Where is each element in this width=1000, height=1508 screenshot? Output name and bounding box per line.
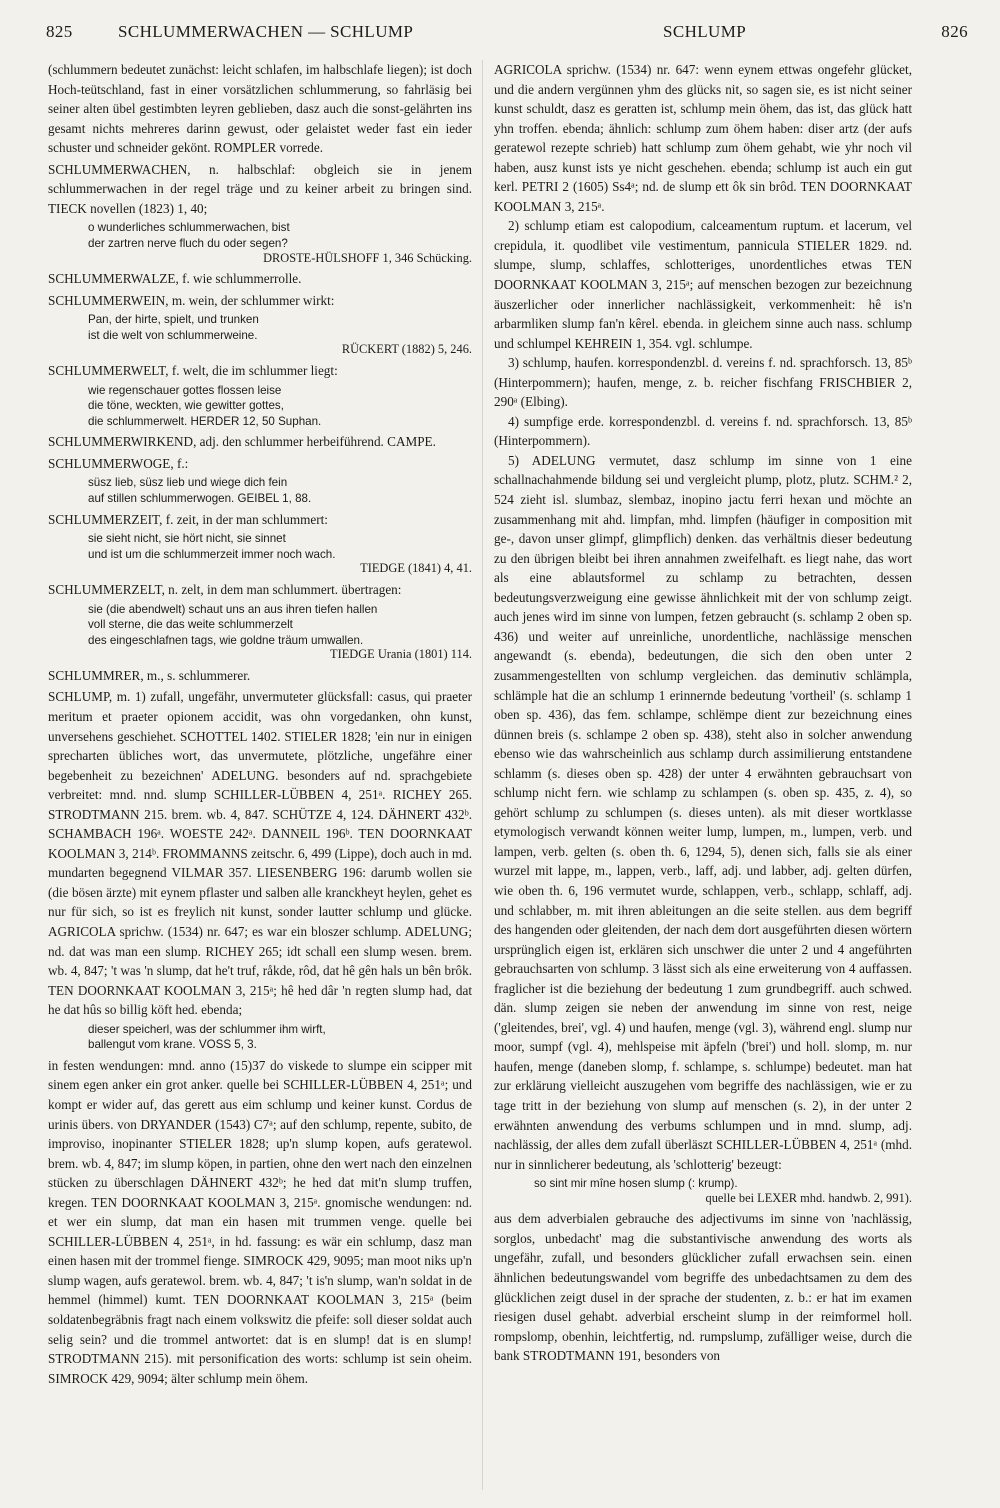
sense-2-paragraph: 2) schlump etiam est calopodium, calceamentum ruptum. et lacerum, vel crepidula, it. quodlibet vile vestimentum, pannicula STIELER 1829. nd. slumpe, slump, schlaffes, schlotteriges, unordentliches etwas TEN DOORNKAAT KOOLMAN 3, 215ᵃ; auf menschen bezogen zur bezeichnung äuszerlicher oder innerlicher nachlässigkeit, verkommenheit: hê is'n arbarmliken slump fan'n kêrel. ebenda. in gleichem sinne auch nass. schlump und schlumpel KEHREIN 1, 354. vgl. schlumpe. [494,218,912,351]
right-running-title: SCHLUMP [663,22,747,41]
quote-schlummerzelt [48,602,472,663]
quote-source: quelle bei LEXER mhd. handwb. 2, 991). [705,1190,912,1205]
quote-schlump [48,1022,472,1053]
entry-schlummerwoge: SCHLUMMERWOGE, f.: [48,455,189,471]
page-header [36,22,968,52]
quote-line: der zartren nerve fluch du oder segen? [88,236,288,250]
intro-paragraph: (schlummern bedeutet zunächst: leicht schlafen, im halbschlafe liegen); ist doch Hoch-teütschland, fast in einer vorsätzlichen schlummerung, so fahrläsig bei seiner alten übel gestimbten leyren geblieben, dasz auch die sonst-gelährten ins gesamt nichts mehreres darinn gewust, oder gelaistet weder fast ein ieder schuster und schneider gekönt. ROMPLER vorrede. [48,62,472,156]
quote-schlummerwein [48,312,472,358]
sense-3-paragraph: 3) schlump, haufen. korrespondenzbl. d. vereins f. nd. sprachforsch. 13, 85ᵇ (Hinterpommern); haufen, menge, z. b. reicher fischfang FRISCHBIER 2, 290ᵃ (Elbing). [494,355,912,410]
left-page-number: 825 [46,22,73,41]
quote-line: wie regenschauer gottes flossen leise [88,383,282,397]
quote-line: sie sieht nicht, sie hört nicht, sie sinnet [88,532,286,546]
left-column [48,60,472,1496]
sense-5-paragraph: 5) ADELUNG vermutet, dasz schlump im sinne von 1 eine schallnachahmende bildung sei und vergleicht plump, plotz, plutz. SCHM.² 2, 524 zieht isl. slumbaz, slembaz, inopino jactu ferri hexan und möchte an zusammenhang mit ahd. limpfan, mhd. limpfen (häufiger in composition mit ge-, davon unser glimpf, glimpflich) denken. das verhältnis dieser bedeutung zu den übrigen bleibt bei ihren annahmen zweifelhaft. es liegt nahe, das wort als eine ablautsformel zu schlamp zu betrachten, dessen bedeutungsverzweigung eine gewisse ähnlichkeit mit der von schlump zeigt. auch jenes wird im sinne von lumpen, fetzen gebraucht (s. schlamp 2 oben sp. 436) und weiter auf unreinliche, unordentliche, nachlässige menschen angewandt (s. ebenda), bedeutungen, die sich den oben unter 2 zusammengestellten von schlump vergleichen. das deminutiv schlämpla, schlämple hat die an schlump 1 erinnernde bedeutung 'vortheil' (s. schlamp 1 oben sp. 436), das fem. schlampe, schlëmpe dient zur bezeichnung eines dünnen breis (s. schlampe 2 oben sp. 438), steht also in solcher anwendung ebenso wie das wahrscheinlich aus schlamp durch assimilierung entstandene schlamm (s. dieses oben sp. 428) der unter 4 erwähnten gebrauchsart von schlump nicht fern. wie schlamp zu schlampen (s. oben sp. 435, z. 4), so gehört schlump zu schlumpen (s. dieses unten). als mit dieser wortklasse etymologisch verwandt können weiter lump, lumpen, m., lumpen, verb. und lampen, verb. gelten (s. oben th. 6, 1294, 5), denen sich, falls sie als einer wurzel mit lappe, m., lappen, verb., laff, adj. und labber, adj. gelten dürfen, wie oben th. 6, 196 vermutet wurde, schlappen, verb., schlapp, schlaff, adj. und schlabber, m. mit ihren ableitungen an die seite stellen. aus dem begriff des hangenden oder gleitenden, der nach dem dort ausgeführten diesen wörtern ursprünglich eigen ist, erklären sich unschwer die unter 2 und 4 angeführten gebrauchsarten von schlump. 3 lässt sich als eine erweiterung von 4 auffassen. fraglicher ist die beziehung der bedeutung 1 zum grundbegriff. auch schwed. dän. slump zeigen sie neben der anwendung im sinne von rest, neige ('gleitendes, brei', vgl. 4) und haufen, menge (vgl. 3), während engl. slump nur moor, sumpf (vgl. 4), mehlspeise mit äpfeln ('brei') und holl. slomp, m. nur haufen, menge (daneben slomp, f. schlampe, s. schlumpe) bedeutet. man hat zur erklärung vielleicht auszugehen vom begriffe des nachlässigen, wie er zu tage tritt in der beziehung von slump auf menschen (s. 2), in der unter 2 erwähnten anwendung des verbums schlumpen und in mnd. slump, adj. nachlässig, der alles dem zufall überläszt SCHILLER-LÜBBEN 4, 251ᵃ (mhd. nur in sinnlicherer bedeutung, als 'schlotterig' bezeugt: [494,452,912,1172]
entry-schlummerwelt: SCHLUMMERWELT, f. welt, die im schlummer liegt: [48,363,338,379]
sense-4-paragraph: 4) sumpfige erde. korrespondenzbl. d. vereins f. nd. sprachforsch. 13, 85ᵇ (Hinterpommern). [494,413,912,449]
quote-schlummerzeit [48,531,472,577]
quote-mhd [494,1176,912,1206]
entry-schlummerwachen: SCHLUMMERWACHEN, n. halbschlaf: obgleich sie in jenem schlummerwachen in der regel träge und zu keiner arbeit zu bringen sind. TIECK novellen (1823) 1, 40; [48,161,472,216]
right-paragraph-final: aus dem adverbialen gebrauche des adjectivums im sinne von 'nachlässig, sorglos, unbedacht' mag die substantivische anwendung des worts als ungefähr, zufall, und besonders glücklicher zufall erwachsen sein. einen ähnlichen bedeutungswandel vom begriffe des unbedachtsamen zu dem des glücklichen zeigt dusel in der sprache der studenten, z. b.: er hat im examen riesigen dusel gehabt. adverbial erscheint slump in der reimformel holl. rompslomp, obenhin, leichtfertig, nd. rumpslump, zufälliger weise, durch die bank STRODTMANN 191, besonders von [494,1211,912,1364]
quote-line: die schlummerwelt. HERDER 12, 50 Suphan. [88,414,322,428]
quote-line: die töne, weckten, wie gewitter gottes, [88,399,284,413]
quote-line: dieser speicherl, was der schlummer ihm wirft, [88,1022,326,1036]
quote-schlummerwoge [48,475,472,506]
entry-schlummerzeit: SCHLUMMERZEIT, f. zeit, in der man schlummert: [48,511,328,527]
quote-schlummerwachen [48,220,472,266]
quote-line: Pan, der hirte, spielt, und trunken [88,313,259,327]
quote-line: ballengut vom krane. VOSS 5, 3. [88,1038,257,1052]
quote-line: auf stillen schlummerwogen. GEIBEL 1, 88. [88,492,312,506]
entry-schlummerwalze: SCHLUMMERWALZE, f. wie schlummerrolle. [48,271,302,287]
quote-line: des eingeschlafnen tags, wie goldne träum umwallen. [88,633,364,647]
schlump-continuation: in festen wendungen: mnd. anno (15)37 do viskede to slumpe ein scipper mit sinem egen anker ein grot anker. quelle bei SCHILLER-LÜBBEN 4, 251ᵃ; und kompt er wider auf, das gerett aus eim schlump und keiner kunst. Cordus de urinis übers. von DRYANDER (1543) C7ᵃ; auf den schlump, repente, subito, de improviso, inopinanter STIELER 1828; up'n slump kopen, aufs geratewol. brem. wb. 4, 847; im slump köpen, in partien, ohne den wert nach den einzelnen stücken zu überschlagen DÄHNERT 432ᵇ; he hed dat mit'n slump truffen, kregen. TEN DOORNKAAT KOOLMAN 3, 215ᵃ. gnomische wendungen: nd. et wer ein slump, dat man ein hasen mit trummen venge. quelle bei SCHILLER-LÜBBEN 4, 251ᵃ, in hd. fassung: es wär ein schlump, dasz man einen hasen mit der trommel fienge. SIMROCK 429, 9095; man moot niks up'n slump wagen, aufs geratewol. brem. wb. 4, 847; 't is'n slump, wan'n soldat in de hemmel (himmel) kumt. TEN DOORNKAAT KOOLMAN 3, 215ᵃ (beim soldatenbegräbnis fragt nach einem volkswitz die pfeife: soll dieser soldat auch selig sein? und die trommel antwortet: dat is en slump! dat is en slump! STRODTMANN 215). mit personification des worts: schlump ist sein oheim. SIMROCK 429, 9094; älter schlump mein öhem. [48,1057,472,1386]
entry-schlummerwirkend: SCHLUMMERWIRKEND, adj. den schlummer herbeiführend. CAMPE. [48,434,436,450]
quote-line: ist die welt von schlummerweine. [88,328,258,342]
quote-source: DROSTE-HÜLSHOFF 1, 346 Schücking. [263,250,472,265]
entry-schlummrer: SCHLUMMRER, m., s. schlummerer. [48,667,251,683]
entry-schlump: SCHLUMP, m. 1) zufall, ungefähr, unvermuteter glücksfall: casus, qui praeter meritum et praeter opionem accidit, was ohn vorgedanken, ohn kunst, unversehens geschiehet. SCHOTTEL 1402. STIELER 1828; 'ein nur in einigen sprecharten übliches wort, das unvermutete, plötzliche, ungefähre einer begebenheit zu bezeichnen' ADELUNG. besonders auf nd. sprachgebiete verbreitet: mnd. nnd. slump SCHILLER-LÜBBEN 4, 251ᵃ. RICHEY 265. STRODTMANN 215. brem. wb. 4, 847. SCHÜTZE 4, 124. DÄHNERT 432ᵇ. SCHAMBACH 196ᵃ. WOESTE 242ᵃ. DANNEIL 196ᵇ. TEN DOORNKAAT KOOLMAN 3, 214ᵇ. FROMMANNS zeitschr. 6, 499 (Lippe), doch auch in md. mundarten begegnend VILMAR 357. LIESENBERG 196: darumb wollen sie (die bösen ärzte) mit eynem pflaster und salben alle kranckheyt heylen, gehet es nur für sich, so ist es freylich nit kunst, sonder lautter schlump und glücke. AGRICOLA sprichw. (1534) nr. 647; es war ein bloszer schlump. ADELUNG; nd. dat was man een slump. RICHEY 265; idt schall een slump wesen. brem. wb. 4, 847; 't was 'n slump, dat he't truf, råkde, rôd, dat hê gên hals un bên brôk. TEN DOORNKAAT KOOLMAN 3, 215ᵃ; hê hed dâr 'n regten slump had, dat he dat hûs so billig köft hed. ebenda; [48,689,472,1018]
quote-line: voll sterne, die das weite schlummerzelt [88,618,293,632]
column-divider [482,60,483,1490]
quote-line: sie (die abendwelt) schaut uns an aus ihren tiefen hallen [88,602,378,616]
quote-line: süsz lieb, süsz lieb und wiege dich fein [88,476,288,490]
quote-source: RÜCKERT (1882) 5, 246. [341,342,472,357]
right-paragraph-1: AGRICOLA sprichw. (1534) nr. 647: wenn eynem ettwas ongefehr glücket, und die andern vergünnen yhm des glücks nit, so sagen sie, es ist nicht seiner kunst schuldt, dasz es geratten ist, schlump mein öhem, das ist, das glück hatt yhn troffen. ebenda; ähnlich: schlump zum öhem haben: diser artz (der aufs geratewol rezepte schrieb) hatt schlump zum öhem gehabt, wie yhr noch vil haben, ausz kunst ists ye nicht geschehen. ebenda; schlump ist auch ein gut kerl. PETRI 2 (1605) Ss4ᵃ; nd. de slump ett ôk sin brôd. TEN DOORNKAAT KOOLMAN 3, 215ᵃ. [494,62,912,214]
quote-schlummerwelt [48,383,472,430]
quote-line: so sint mir mîne hosen slump (: krump). [534,1177,738,1191]
quote-line: und ist um die schlummerzeit immer noch wach. [88,547,336,561]
left-running-title: SCHLUMMERWACHEN — SCHLUMP [118,22,414,41]
entry-schlummerwein: SCHLUMMERWEIN, m. wein, der schlummer wirkt: [48,292,335,308]
quote-source: TIEDGE (1841) 4, 41. [360,561,472,576]
quote-line: o wunderliches schlummerwachen, bist [88,221,290,235]
quote-source: TIEDGE Urania (1801) 114. [330,647,472,662]
entry-schlummerzelt: SCHLUMMERZELT, n. zelt, in dem man schlummert. übertragen: [48,581,402,597]
right-column [494,60,912,1496]
right-page-number: 826 [941,22,968,41]
